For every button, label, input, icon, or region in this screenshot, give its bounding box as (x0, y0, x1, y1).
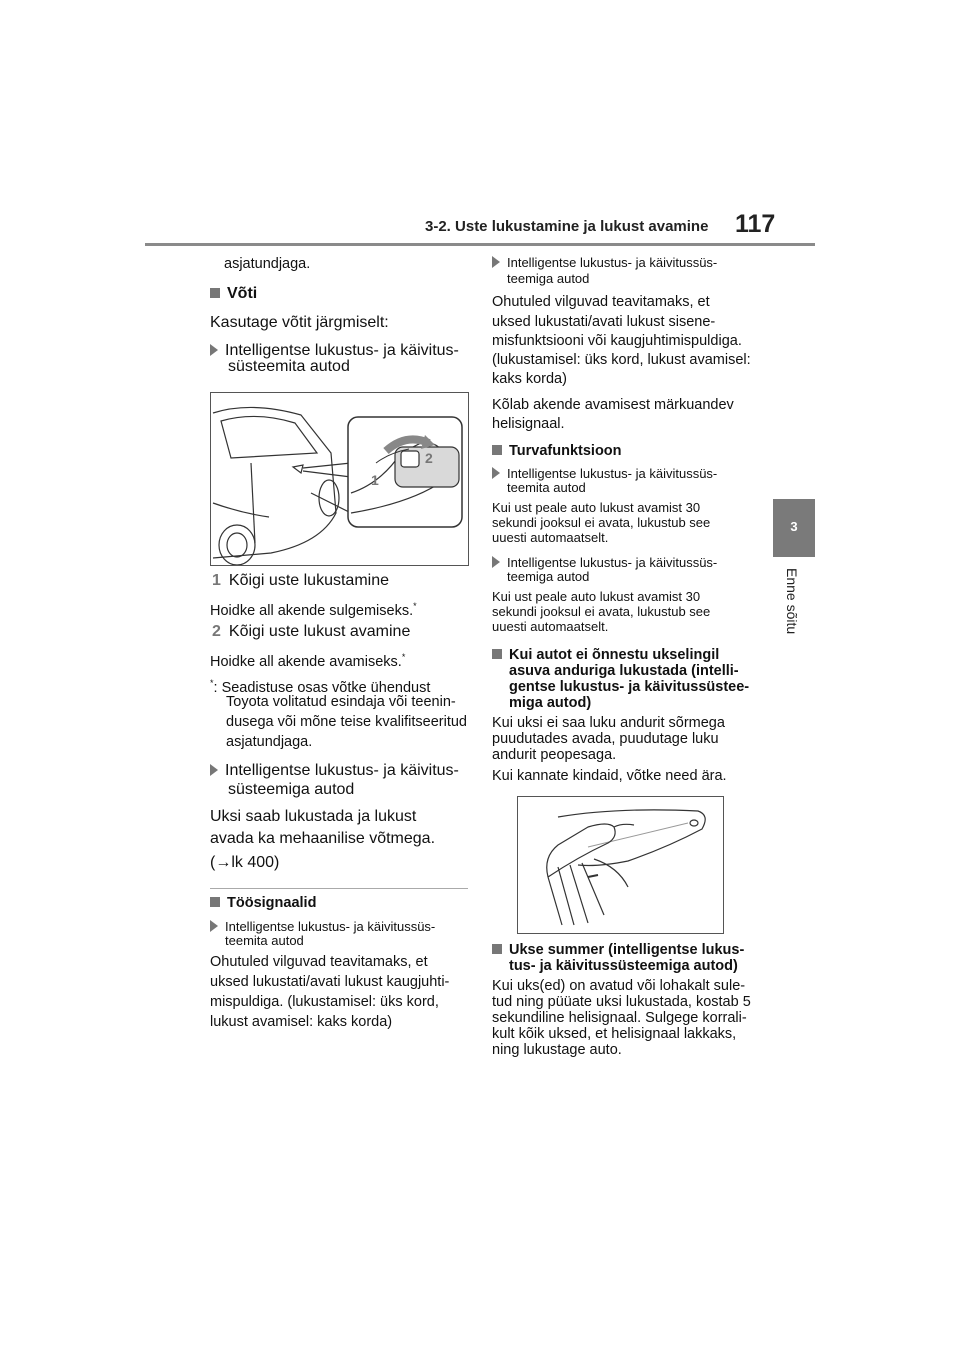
sub1-heading: Intelligentse lukustus- ja käivitus- (210, 340, 459, 361)
heading-kui-autot: Kui autot ei õnnestu ukselingil (492, 646, 719, 665)
summer-line-5: ning lukustage auto. (492, 1042, 622, 1058)
heading-ukse-summer: Ukse summer (intelligentse lukus- (492, 941, 744, 960)
heading-toosignaalid: Töösignaalid (210, 894, 316, 913)
item-2-desc: Hoidke all akende avamiseks.* (210, 652, 406, 670)
summer-line-4: kult kõik uksed, et helisignaal lakkaks, (492, 1026, 737, 1042)
hand-door-handle-illustration (517, 796, 724, 934)
ts2-line-5: kaks korda) (492, 371, 567, 387)
key-fob-illustration (210, 392, 469, 566)
heading-voti: Võti (210, 283, 257, 304)
ts-sub2-cont: teemiga autod (507, 271, 590, 286)
figure-label-2: 2 (425, 450, 433, 466)
tf2-line-1: Kui ust peale auto lukust avamist 30 (492, 589, 701, 604)
square-bullet-icon (210, 897, 220, 907)
tf-sub1-cont: teemita autod (507, 480, 586, 495)
tf1-line-3: uuesti automaatselt. (492, 530, 609, 545)
triangle-bullet-icon (210, 344, 218, 356)
section-title: 3-2. Uste lukustamine ja lukust avamine (425, 218, 709, 235)
ts-sub1: Intelligentse lukustus- ja käivitussüs- (210, 919, 435, 935)
ts-sub2: Intelligentse lukustus- ja käivitussüs- (492, 255, 717, 271)
summer-line-3: sekundiline helisignaal. Sulgege korrali- (492, 1010, 747, 1026)
ts2-line-2: uksed lukustati/avati lukust sisene- (492, 314, 716, 330)
triangle-bullet-icon (492, 556, 500, 568)
car-door-key-drawing (211, 393, 468, 565)
item-1: 1 Kõigi uste lukustamine (212, 572, 389, 589)
section-divider (210, 888, 468, 889)
summer-line-2: tud ning püüate uksi lukustada, kostab 5 (492, 994, 751, 1010)
ts2-line-1: Ohutuled vilguvad teavitamaks, et (492, 294, 710, 310)
ts-sub1-cont: teemita autod (225, 933, 304, 948)
tf-sub1: Intelligentse lukustus- ja käivitussüs- (492, 466, 717, 482)
heading-turvafunktsioon: Turvafunktsioon (492, 442, 622, 461)
ts-text-3: mispuldiga. (lukustamisel: üks kord, (210, 994, 439, 1010)
ts2-line-3: misfunktsiooni või kaugjuhtimispuldiga. (492, 333, 742, 349)
item-2: 2 Kõigi uste lukust avamine (212, 623, 411, 640)
heading-kui-autot-3: gentse lukustus- ja käivitussüstee- (509, 679, 750, 695)
square-bullet-icon (210, 288, 220, 298)
square-bullet-icon (492, 944, 502, 954)
ts-text-1: Ohutuled vilguvad teavitamaks, et (210, 954, 428, 970)
heading-kui-autot-4: miga autod) (509, 695, 592, 711)
tf2-line-3: uuesti automaatselt. (492, 619, 609, 634)
voti-text: Kasutage võtit järgmiselt: (210, 314, 389, 331)
footnote-line-4: asjatundjaga. (226, 734, 313, 750)
kui-line-1: Kui uksi ei saa luku andurit sõrmega (492, 715, 725, 731)
kui-line-4: Kui kannate kindaid, võtke need ära. (492, 768, 727, 784)
triangle-bullet-icon (492, 467, 500, 479)
kui-line-2: puudutades avada, puudutage luku (492, 731, 719, 747)
chapter-number: 3 (790, 519, 798, 534)
chapter-tab (773, 499, 815, 557)
tf2-line-2: sekundi jooksul ei avata, lukustub see (492, 604, 711, 619)
ts-text-2: uksed lukustati/avati lukust kaugjuhti- (210, 974, 450, 990)
footnote-line-3: dusega või mõne teise kvalifitseeritud (226, 714, 467, 730)
figure-label-1: 1 (371, 472, 379, 488)
ts2-line-4: (lukustamisel: üks kord, lukust avamisel: (492, 352, 751, 368)
triangle-bullet-icon (492, 256, 500, 268)
tf-sub2: Intelligentse lukustus- ja käivitussüs- (492, 555, 717, 571)
page-number: 117 (735, 210, 776, 238)
ts2-line-6: Kõlab akende avamisest märkuandev (492, 397, 734, 413)
ts2-line-7: helisignaal. (492, 416, 565, 432)
palm-sensor-drawing (518, 797, 723, 933)
footnote-line-2: Toyota volitatud esindaja või teenin- (226, 694, 456, 710)
tf1-line-2: sekundi jooksul ei avata, lukustub see (492, 515, 711, 530)
intro-tail: asjatundjaga. (224, 256, 311, 272)
chapter-label: Enne sõitu (784, 568, 800, 635)
square-bullet-icon (492, 445, 502, 455)
kui-line-3: andurit peopesaga. (492, 747, 617, 763)
triangle-bullet-icon (210, 764, 218, 776)
sub2-text-2: avada ka mehaanilise võtmega. (210, 830, 436, 847)
page-reference[interactable]: (→lk 400) (210, 854, 280, 871)
sub2-heading-cont: süsteemiga autod (228, 781, 355, 798)
ts-text-4: lukust avamisel: kaks korda) (210, 1014, 393, 1030)
footnote: *: Seadistuse osas võtke ühendust (210, 678, 431, 696)
square-bullet-icon (492, 649, 502, 659)
tf1-line-1: Kui ust peale auto lukust avamist 30 (492, 500, 701, 515)
tf-sub2-cont: teemiga autod (507, 569, 590, 584)
sub1-heading-cont: süsteemita autod (228, 358, 350, 375)
header-rule (145, 243, 815, 246)
sub2-text-1: Uksi saab lukustada ja lukust (210, 808, 417, 825)
sub2-heading: Intelligentse lukustus- ja käivitus- (210, 760, 459, 781)
heading-ukse-summer-2: tus- ja käivitussüsteemiga autod) (509, 958, 738, 974)
summer-line-1: Kui uks(ed) on avatud või lohakalt sule- (492, 978, 746, 994)
heading-kui-autot-2: asuva anduriga lukustada (intelli- (509, 663, 739, 679)
triangle-bullet-icon (210, 920, 218, 932)
item-1-desc: Hoidke all akende sulgemiseks.* (210, 601, 417, 619)
